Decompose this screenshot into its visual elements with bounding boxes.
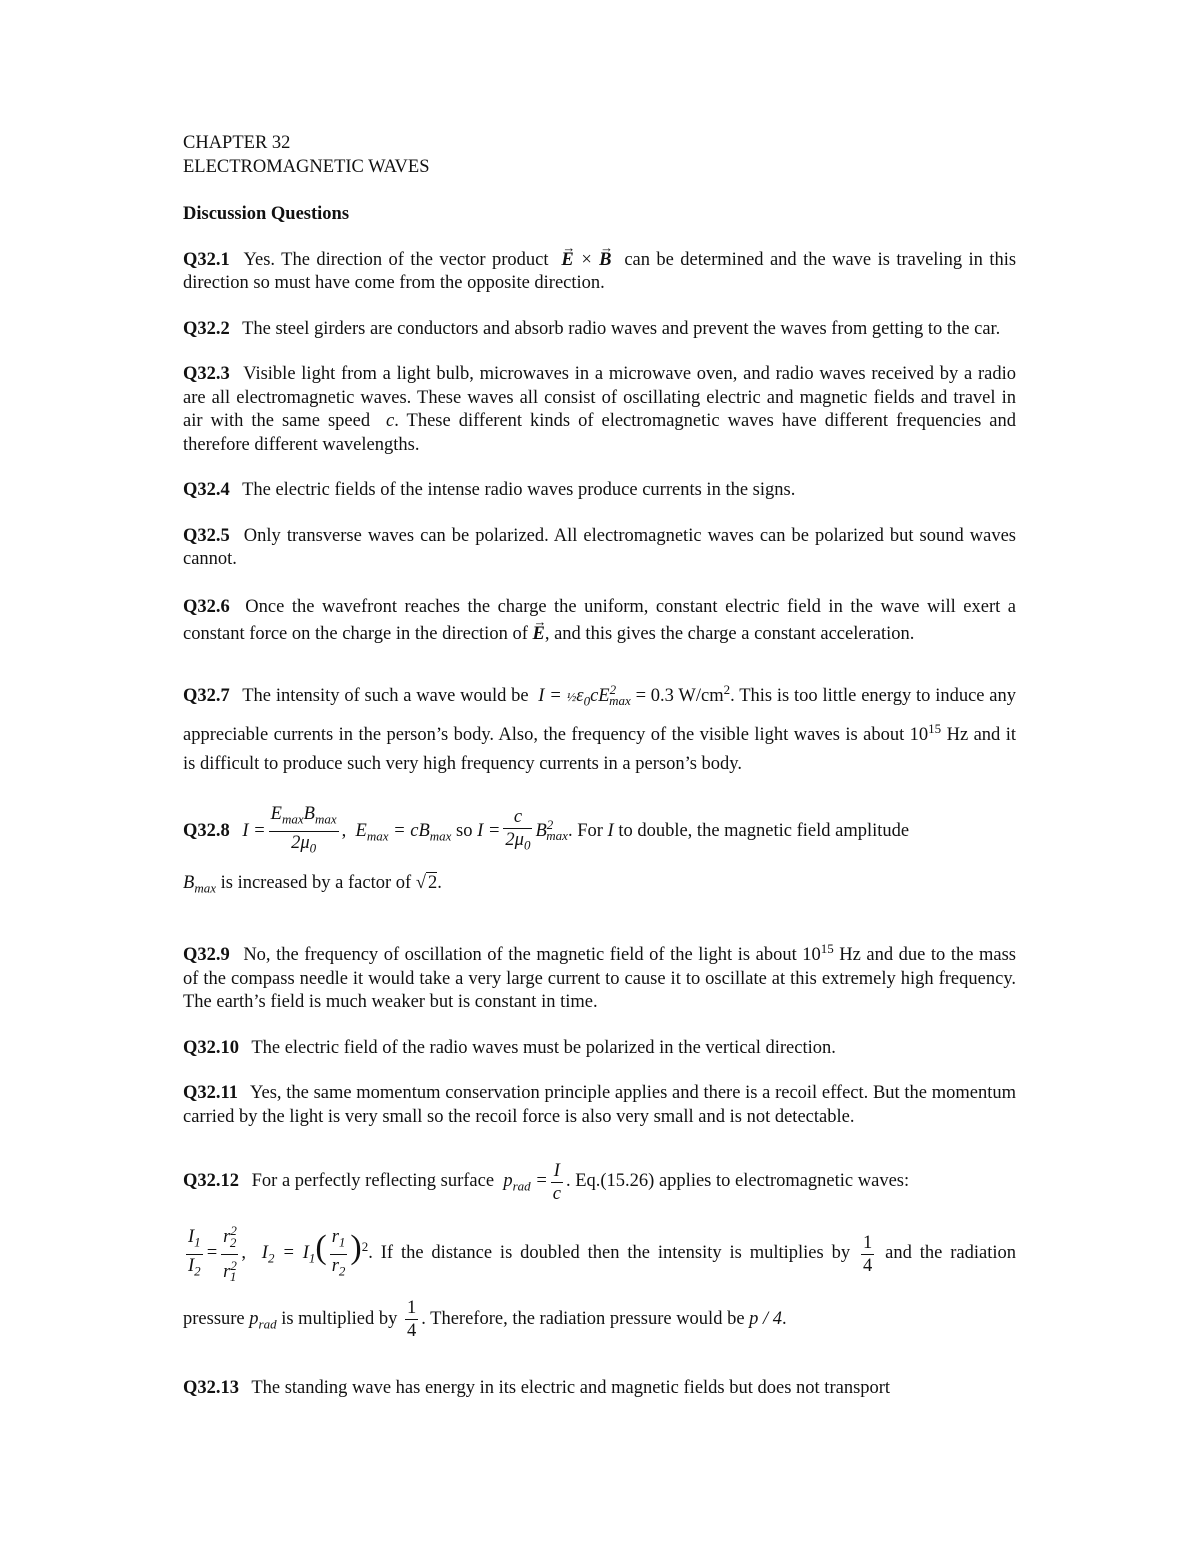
answer-text: The standing wave has energy in its electric and magnetic fields but does not transport <box>251 1377 891 1398</box>
answer-text: and the radiation pressure <box>183 1243 1016 1329</box>
answer-text: Only transverse waves can be polarized. All electromagnetic waves can be polarized but sound waves cannot. <box>183 525 1016 569</box>
answer-text: . Therefore, the radiation pressure would be <box>421 1308 745 1329</box>
question-number: Q32.9 <box>183 945 230 966</box>
answer-text: . <box>782 1308 787 1329</box>
question-number: Q32.6 <box>183 596 230 617</box>
intensity-ratio-formula: $I_2 = I_1$( <box>261 1229 327 1267</box>
answer-text: The intensity of such a wave would be <box>242 685 529 706</box>
intensity-formula: I = <box>477 820 501 841</box>
vector-product-formula: → E × → B <box>555 250 618 270</box>
chapter-number: CHAPTER 32 <box>183 133 291 153</box>
question-q32-9 <box>183 937 1016 1015</box>
radiation-pressure-formula: $p_{rad}$ = <box>498 1171 548 1195</box>
document-body <box>183 132 1016 1422</box>
field-symbol: $B_{max}$ <box>183 872 216 896</box>
question-q32-11 <box>183 1082 1016 1129</box>
question-number: Q32.2 <box>183 318 230 339</box>
question-q32-6 <box>183 594 1016 648</box>
fraction: $\frac{1}{4}$ <box>863 1232 873 1276</box>
field-squared: $B^2_{max}$ <box>535 816 568 844</box>
intensity-value: = 0.3 W/cm <box>635 685 724 706</box>
fraction: $\frac{I}{c}$ <box>552 1160 561 1204</box>
answer-text: . Eq.(15.26) applies to electromagnetic waves: <box>565 1171 910 1192</box>
exponent: 2 <box>723 681 731 697</box>
answer-text: For a perfectly reflecting surface <box>251 1171 495 1192</box>
question-number: Q32.10 <box>183 1037 240 1058</box>
chapter-title: ELECTROMAGNETIC WAVES <box>183 156 430 177</box>
field-relation: $E_{max} = cB_{max}$ <box>355 820 452 844</box>
exponent: 15 <box>928 721 942 737</box>
fraction: $\frac{r^2_2}{r^2_1}$ <box>221 1220 238 1289</box>
answer-text: Yes. The direction of the vector product <box>243 249 549 270</box>
question-q32-2 <box>183 318 1016 342</box>
answer-text: Hz and due to the mass of the compass needle it would take a very large current to cause it to oscillate at this extremely high frequency. The earth’s field is much weaker but is constant in time. <box>183 945 1016 1013</box>
fraction: $\frac{c}{2\mu_0}$ <box>503 806 532 857</box>
question-number: Q32.7 <box>183 685 230 706</box>
question-q32-12: Q32.12 For a perfectly reflecting surface $p_{rad}$ = $\frac{I}{c}$ . Eq.(15.26) applies to electromagnetic waves: $\frac{I_1}{I_2}$ = $\frac{r^2_2}{r^2_1}$ , $I_2 = I_1$( $\frac{r_1}{r_2}$ )$^2$. If the distance is doubled then the intensity is multiplies by $\frac{1}{4}$ and the radiation pressure $p_{rad}$ is multiplied by $\frac{1}{4}$ . Therefore, the radiation pressure would be p / 4. <box>183 1160 1016 1342</box>
answer-text: The steel girders are conductors and absorb radio waves and prevent the waves from getting to the car. <box>242 318 1001 339</box>
question-q32-7 <box>183 676 1016 778</box>
question-q32-1 <box>183 249 1016 296</box>
intensity-symbol: I <box>607 820 614 841</box>
answer-text: is multiplied by <box>281 1308 398 1329</box>
speed-symbol: c <box>378 411 395 431</box>
answer-text: . For <box>567 820 603 841</box>
answer-text: to double, the magnetic field amplitude <box>618 820 910 841</box>
answer-text: Visible light from a light bulb, microwaves in a microwave oven, and radio waves received by a radio are all electromagnetic waves. These waves all consist of oscillating electric and magnetic fields and travel in air with the same speed <box>183 364 1017 431</box>
question-number: Q32.13 <box>183 1377 240 1398</box>
question-number: Q32.8 <box>183 820 230 841</box>
fraction: $\frac{I_1}{I_2}$ <box>186 1226 203 1282</box>
answer-text: so <box>456 820 473 841</box>
answer-text: Yes, the same momentum conservation principle applies and there is a recoil effect. But the momentum carried by the light is very small so the recoil force is also very small and is not detectable. <box>183 1083 1016 1127</box>
answer-text: The electric fields of the intense radio waves produce currents in the signs. <box>242 480 796 500</box>
answer-text: The electric field of the radio waves must be polarized in the vertical direction. <box>251 1037 836 1058</box>
answer-text: is increased by a factor of <box>220 872 412 893</box>
answer-text: Hz and it is difficult to produce such very high frequency currents in a person’s body. <box>183 725 1016 774</box>
answer-text: can be determined and the wave is traveling in this direction so must have come from the opposite direction. <box>183 249 1017 293</box>
answer-text: . These different kinds of electromagnetic waves have different frequencies and therefore different wavelengths. <box>183 411 1017 455</box>
question-number: Q32.12 <box>183 1171 240 1192</box>
question-number: Q32.3 <box>183 364 230 384</box>
fraction: $\frac{1}{4}$ <box>406 1298 417 1342</box>
radiation-pressure-symbol: $p_{rad}$ <box>249 1308 277 1332</box>
fraction: $\frac{E_{max}B_{max}}{2\mu_0}$ <box>269 803 339 859</box>
exponent: 15 <box>820 941 834 957</box>
question-q32-8: Q32.8 I = $\frac{E_{max}B_{max}}{2\mu_0}$ , $E_{max} = cB_{max}$ so I = $\frac{c}{2\mu_0}$ $B^2_{max}$. For I to double, the magnetic field amplitude $B_{max}$ is increased by a factor of √ 2. <box>183 804 910 896</box>
question-q32-13 <box>183 1377 1016 1401</box>
question-number: Q32.11 <box>183 1083 238 1104</box>
question-number: Q32.5 <box>183 525 230 546</box>
pressure-result: p / 4 <box>749 1308 783 1329</box>
question-q32-10 <box>183 1037 1016 1061</box>
section-heading: Discussion Questions <box>183 204 350 224</box>
answer-text: . This is too little energy to induce any appreciable currents in the person’s body. Also, the frequency of the visible light waves is about 10 <box>183 685 1017 746</box>
question-q32-5 <box>183 525 1016 572</box>
answer-text: No, the frequency of oscillation of the magnetic field of the light is about 10 <box>243 945 821 966</box>
intensity-formula: I = <box>242 820 266 841</box>
question-q32-3 <box>183 363 1016 457</box>
intensity-formula: $I = \frac{1}{2}\varepsilon_0cE^2_{max}$ <box>533 681 631 709</box>
answer-text: , and this gives the charge a constant acceleration. <box>544 623 915 644</box>
electric-field-vector: → E <box>533 624 545 644</box>
fraction: $\frac{r_1}{r_2}$ <box>330 1226 348 1282</box>
answer-text: . If the distance is doubled then the intensity is multiplies by <box>368 1243 851 1264</box>
sqrt-two: √ 2 <box>415 872 438 893</box>
question-number: Q32.1 <box>183 249 230 270</box>
question-q32-4 <box>183 479 1016 503</box>
question-number: Q32.4 <box>183 480 230 500</box>
answer-text: Once the wavefront reaches the charge the uniform, constant electric field in the wave will exert a constant force on the charge in the direction of <box>183 596 1017 644</box>
